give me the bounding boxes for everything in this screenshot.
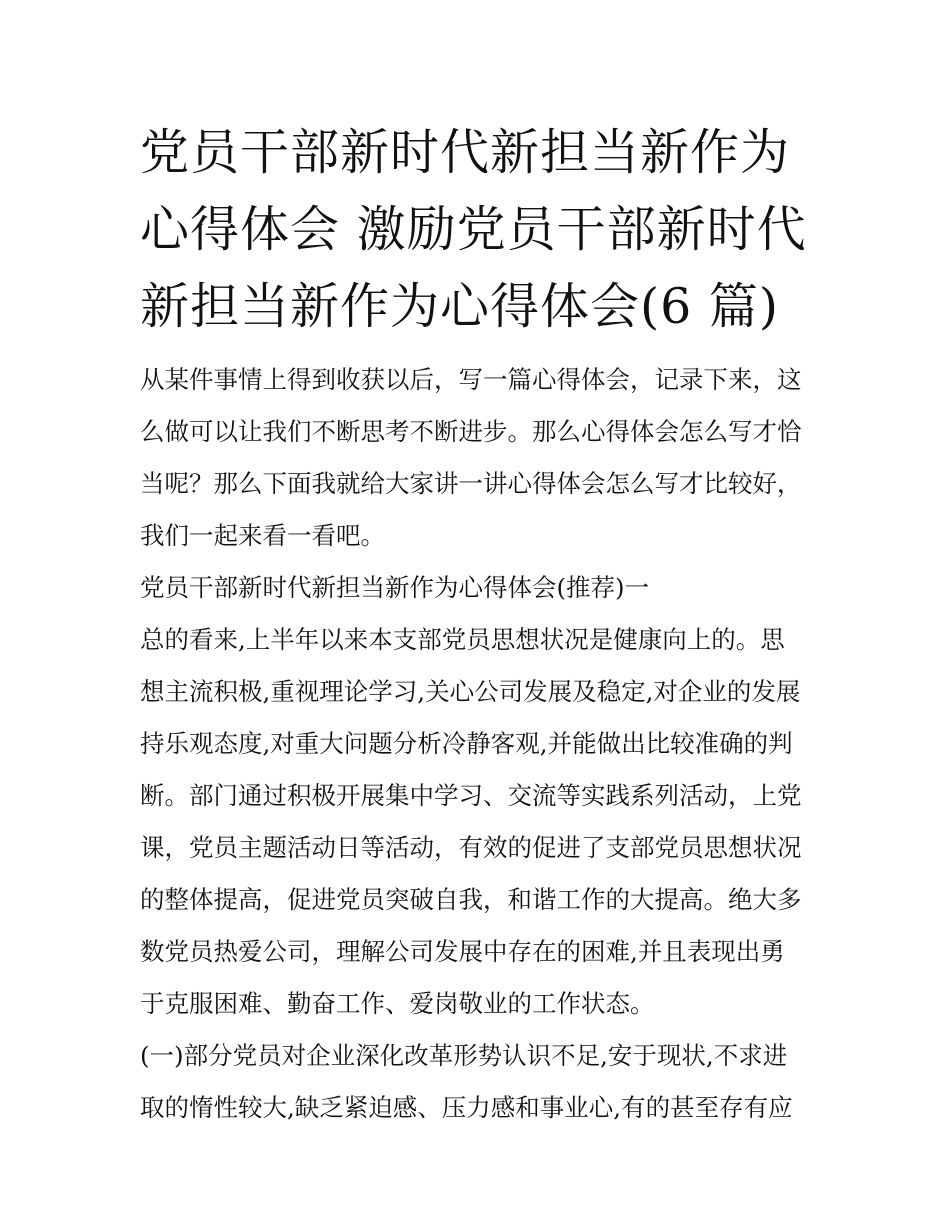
paragraph-line: 的整体提高，促进党员突破自我，和谐工作的大提高。绝大多 <box>140 885 802 914</box>
paragraph-line: 取的惰性较大,缺乏紧迫感、压力感和事业心,有的甚至存有应 <box>140 1093 793 1122</box>
intro-line: 么做可以让我们不断思考不断进步。那么心得体会怎么写才恰 <box>140 417 802 446</box>
document-title <box>140 114 820 345</box>
paragraph-line: 断。部门通过积极开展集中学习、交流等实践系列活动，上党 <box>140 781 802 810</box>
section-heading: 党员干部新时代新担当新作为心得体会(推荐)一 <box>140 573 650 602</box>
paragraph-line: 课，党员主题活动日等活动，有效的促进了支部党员思想状况 <box>140 833 802 862</box>
paragraph-line: 总的看来,上半年以来本支部党员思想状况是健康向上的。思 <box>140 625 785 654</box>
intro-line: 当呢？那么下面我就给大家讲一讲心得体会怎么写才比较好， <box>140 469 802 498</box>
intro-line: 我们一起来看一看吧。 <box>140 521 385 550</box>
title-line: 党员干部新时代新担当新作为 <box>140 124 791 181</box>
paragraph-line: 持乐观态度,对重大问题分析冷静客观,并能做出比较准确的判 <box>140 729 793 758</box>
paragraph-line: (一)部分党员对企业深化改革形势认识不足,安于现状,不求进 <box>140 1041 788 1070</box>
intro-line: 从某件事情上得到收获以后，写一篇心得体会，记录下来，这 <box>140 365 802 394</box>
title-line: 心得体会 激励党员干部新时代 <box>140 201 807 258</box>
document-body <box>140 354 820 1134</box>
title-line: 新担当新作为心得体会(6 篇) <box>140 278 779 335</box>
paragraph-line: 数党员热爱公司，理解公司发展中存在的困难,并且表现出勇 <box>140 937 785 966</box>
paragraph-line: 想主流积极,重视理论学习,关心公司发展及稳定,对企业的发展 <box>140 677 801 706</box>
paragraph-line: 于克服困难、勤奋工作、爱岗敬业的工作状态。 <box>140 989 655 1018</box>
